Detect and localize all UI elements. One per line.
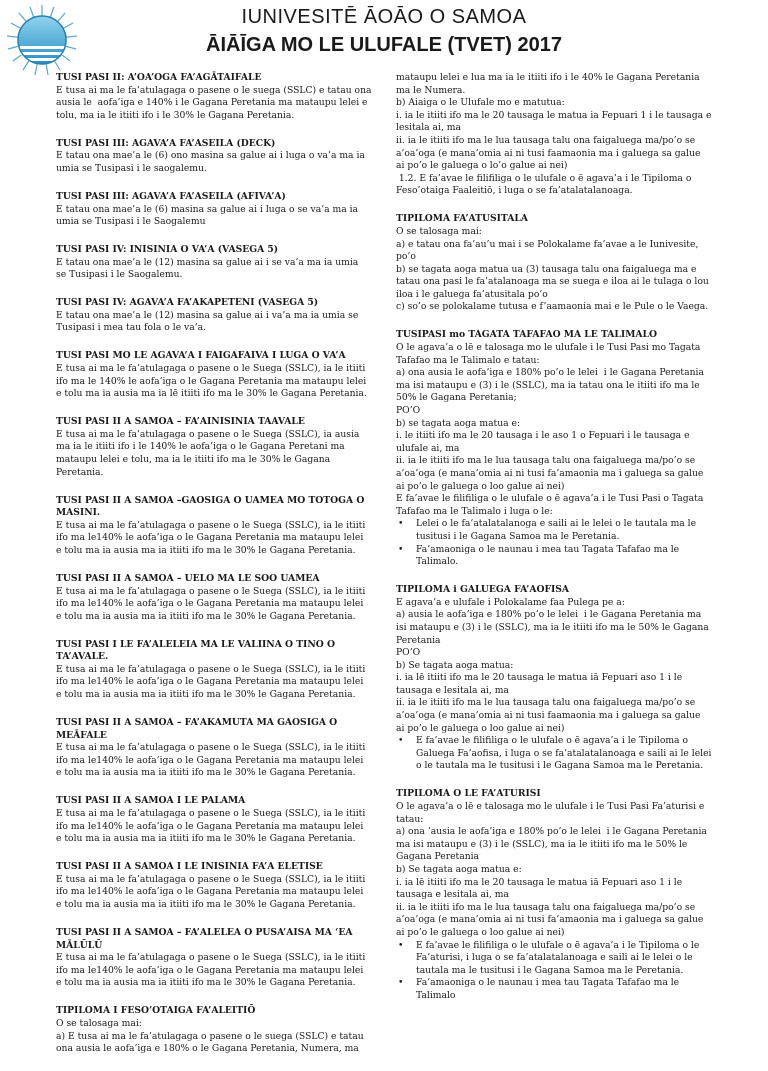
section-text: e tolu ma ia ausia ma ia itiiti ifo ma le 30% le Gagana Peretania.: [56, 689, 356, 701]
section-text: ma le Numera.: [396, 84, 466, 96]
section-text: E tusa ai ma le fa’atulagaga o pasene o le Suega (SSLC), ia le itiiti: [56, 585, 366, 597]
section-text: b) Se tagata aoga matua e:: [396, 864, 522, 875]
requirement-section: [56, 639, 368, 702]
section-text: ifo ma le 140% le aofa’iga o le Gagana Peretania ma mataupu lelei: [56, 375, 367, 387]
section-title: MASINI.: [56, 507, 101, 519]
section-text: ifo ma le140% le aofa’iga o le Gagana Peretania ma mataupu lelei: [56, 676, 364, 688]
bullet-item: • E fa’avae le filifiliga o le ulufale o ē agava’a i le Tipiloma o le: [396, 940, 716, 953]
section-text: E tatau ona mae’a le (12) masina sa galue ai i se va’a ma ia umia: [56, 256, 359, 268]
bullet-item: tautala ma le tusitusi i le Gagana Samoa ma le Peretania.: [416, 964, 684, 976]
section-text: ii. ia le itiiti ifo ma le lua tausaga talu ona faigaluega ma/po’o se: [396, 134, 696, 146]
section-text: a) e tatau ona fa’au’u mai i se Polokalame fa’avae a le Iunivesite,: [396, 238, 699, 250]
requirement-section: [56, 495, 368, 558]
requirement-section: [396, 72, 716, 198]
requirement-section: [56, 861, 368, 911]
requirement-section: [56, 795, 368, 845]
section-text: i. le itiiti ifo ma le 20 tausaga i le aso 1 o Fepuari i le tausaga e: [396, 430, 690, 442]
section-text: ifo ma le140% le aofa’iga o le Gagana Peretania ma mataupu lelei: [56, 964, 364, 976]
bullet-item: o le tautala ma le tusitusi i le Gagana Samoa ma le Peretania.: [416, 760, 704, 772]
section-text: E tusa ai ma le fa’atulagaga o pasene o le Suega (SSLC), ia le itiiti: [56, 952, 366, 964]
section-text: se Tusipasi i le Saogalemu.: [56, 269, 183, 281]
section-title: TUSI PASI II A SAMOA –GAOSIGA O UAMEA MO TOTOGA O: [56, 494, 365, 506]
section-text: 1.2. E fa’avae le filifiliga o le ulufale o ē agava’a i le Tipiloma o: [396, 172, 692, 184]
section-text: E tusa ai ma le fa’atulagaga o pasene o le Suega (SSLC), ia le itiiti: [56, 519, 366, 531]
bullet-item: • Lelei o le fa’atalatalanoga e saili ai le lelei o le tautala ma le: [396, 518, 716, 531]
section-text: e tolu ma ia ausia ma ia lē itiiti ifo ma le 30% le Gagana Peretania.: [56, 388, 367, 400]
section-title: MĀLŪLŪ: [56, 939, 103, 951]
section-text: Peretania: [396, 634, 441, 646]
section-title: TUSI PASI II A SAMOA – FA’ALELEA O PUSA’AISA MA ‘EA: [56, 926, 353, 938]
section-text: umia se Tusipasi i le Saogalemu: [56, 216, 206, 228]
requirement-section: [396, 584, 716, 773]
section-text: ii. ia le itiiti ifo ma le lua tausaga talu ona faigaluega ma/po’o se: [396, 697, 696, 709]
section-text: c) so’o se polokalame tutusa e f’aamaonia mai e le Pule o le Vaega.: [396, 301, 709, 313]
section-title: TA’AVALE.: [56, 651, 109, 663]
section-text: ifo ma le140% le aofa’iga o le Gagana Peretania ma mataupu lelei: [56, 532, 364, 544]
section-text: ulufale ai, ma: [396, 442, 460, 454]
section-text: ai po’o le galuega o loo galue ai nei): [396, 722, 565, 734]
section-text: O se talosaga mai:: [56, 1017, 142, 1029]
section-text: E agava’a e ulufale i Polokalame faa Pulega pe a:: [396, 596, 625, 608]
section-title: TUSI PASI II A SAMOA I LE INISINIA FA’A ELETISE: [56, 861, 323, 873]
requirement-section: [56, 573, 368, 623]
section-text: iloa i le galuega fa’atusitala po’o: [396, 288, 548, 300]
section-title: TIPILOMA FA’ATUSITALA: [396, 213, 528, 225]
section-text: E tatau ona mae’a le (12) masina sa galue ai i va’a ma ia umia se: [56, 309, 359, 321]
section-title: MEĀFALE: [56, 729, 107, 741]
section-text: PO’O: [396, 405, 421, 417]
section-title: TUSI PASI II A SAMOA – FA’AKAMUTA MA GAOSIGA O: [56, 717, 338, 729]
bullet-item: Talimalo: [416, 989, 456, 1001]
section-text: E tusa ai ma le fa’atulagaga o pasene o le suega (SSLC) e tatau ona: [56, 84, 372, 96]
section-text: lesitala ai, ma: [396, 122, 461, 134]
section-text: E tusa ai ma le fa’atulagaga o pasene o le Suega (SSLC), ia le itiiti: [56, 808, 366, 820]
section-text: i. ia lē itiiti ifo ma le 20 tausaga le matua iā Fepuari aso 1 i le: [396, 876, 683, 888]
requirement-section: [56, 297, 368, 335]
document-title: ĀIĀĪGA MO LE ULUFALE (TVET) 2017: [206, 34, 562, 56]
bullet-item: Galuega Fa’aofisa, i luga o se fa’atalatalanoaga e saili ai le lelei: [416, 747, 712, 759]
section-title: TUSI PASI I LE FA’ALELEIA MA LE VALIINA O TINO O: [56, 638, 335, 650]
section-text: tausaga e lesitala ai, ma: [396, 889, 509, 901]
section-text: ifo ma le140% le aofa’iga o le Gagana Peretania ma mataupu lelei: [56, 886, 364, 898]
requirement-section: [56, 72, 372, 122]
section-text: Peretania.: [56, 466, 104, 478]
requirement-section: [396, 213, 716, 314]
section-text: b) Aiaiga o le Ulufale mo e matutua:: [396, 97, 565, 109]
section-title: TIPILOMA i GALUEGA FA’AOFISA: [396, 584, 570, 596]
section-text: i. ia lē itiiti ifo ma le 20 tausaga le matua iā Fepuari aso 1 i le: [396, 672, 683, 684]
section-text: O se talosaga mai:: [396, 225, 482, 237]
right-column: [396, 72, 716, 1018]
university-name: IUNIVESITĒ ĀOĀO O SAMOA: [241, 6, 527, 28]
section-title: TUSI PASI II A SAMOA – UELO MA LE SOO UAMEA: [56, 572, 320, 584]
bullet-item: • Fa’amaoniga o le naunau i mea tau Tagata Tafafao ma le: [396, 977, 716, 990]
section-title: TUSI PASI III: AGAVA’A FA’ASEILA (DECK): [56, 137, 276, 149]
section-text: ai po’o le galuega o lo’o galue ai nei): [396, 160, 568, 172]
section-text: E tusa ai ma le fa’atulagaga o pasene o le Suega (SSLC), ia le itiiti: [56, 663, 366, 675]
section-text: ma isi mataupu e (3) i le (SSLC), ma ia tatau ona le itiiti ifo ma le: [396, 379, 700, 391]
section-text: ona ausia le aofa’iga e 180% o le Gagana Peretania, Numera, ma: [56, 1043, 359, 1055]
section-text: po’o: [396, 251, 416, 263]
section-text: b) se tagata aoga matua ua (3) tausaga talu ona faigaluega ma e: [396, 263, 697, 275]
section-text: O le agava’a o lē e talosaga mo le ulufale i le Tusi Pasi mo Tagata: [396, 342, 701, 354]
section-text: Tafafao ma le Talimalo e tatau:: [396, 354, 540, 366]
section-text: umia se Tusipasi i le saogalemu.: [56, 162, 207, 174]
section-text: Tusipasi i mea tau fola o le va’a.: [56, 322, 207, 334]
section-text: mataupu lelei e tolu, ma ia le itiiti ifo ma le 30% le Gagana: [56, 454, 331, 465]
section-title: TIPILOMA I FESO’OTAIGA FA’ALEITIŌ: [56, 1005, 256, 1017]
section-text: E fa’avae le filifiliga o le ulufale o ē agava’a i le Tusi Pasi o Tagata: [396, 493, 704, 505]
bullet-item: tusitusi i le Gagana Samoa ma le Peretania.: [416, 530, 620, 542]
requirement-section: [56, 717, 368, 780]
section-text: a) ona ausia le aofa’iga e 180% po’o le lelei i le Gagana Peretania: [396, 367, 704, 379]
section-text: E tusa ai ma le fa’atulagaga o pasene o le Suega (SSLC), ia le itiiti: [56, 363, 366, 375]
section-text: tatau:: [396, 813, 424, 825]
section-text: E tusa ai ma le fa’atulagaga o pasene o le Suega (SSLC), ia le itiiti: [56, 742, 366, 754]
requirement-section: [56, 1005, 368, 1055]
section-text: b) Se tagata aoga matua:: [396, 659, 514, 671]
section-text: a) ausia le aofa’iga e 180% po’o le lelei i le Gagana Peretania ma: [396, 609, 702, 621]
section-text: ma ia le itiiti ifo i le 140% le aofa’iga o le Gagana Peretani ma: [56, 441, 345, 453]
section-text: ausia le aofa’iga e 140% i le Gagana Peretania ma mataupu lelei e: [56, 97, 368, 109]
section-text: E tatau ona mae’a le (6) ono masina sa galue ai i luga o va’a ma ia: [56, 150, 365, 162]
section-text: Gagana Peretania: [396, 851, 480, 863]
section-title: TUSIPASI mo TAGATA TAFAFAO MA LE TALIMALO: [396, 329, 657, 341]
section-text: mataupu lelei e lua ma ia le itiiti ifo i le 40% le Gagana Peretania: [396, 72, 700, 83]
section-text: ai po’o le galuega o loo galue ai nei): [396, 480, 565, 492]
section-text: e tolu ma ia ausia ma ia itiiti ifo ma le 30% le Gagana Peretania.: [56, 977, 356, 989]
section-text: b) se tagata aoga matua e:: [396, 417, 521, 429]
requirement-section: [56, 191, 368, 229]
requirement-section: [56, 244, 368, 282]
requirement-section: [396, 788, 716, 1002]
requirement-section: [56, 350, 368, 400]
section-title: TUSI PASI II A SAMOA I LE PALAMA: [56, 795, 246, 807]
section-title: TIPILOMA O LE FA’ATURISI: [396, 788, 541, 800]
bullet-item: • E fa’avae le filifiliga o le ulufale o ē agava’a i le Tipiloma o: [396, 735, 716, 748]
section-text: e tolu ma ia ausia ma ia itiiti ifo ma le 30% le Gagana Peretania.: [56, 767, 356, 779]
section-text: E tusa ai ma le fa’atulagaga o pasene o le Suega (SSLC), ia le itiiti: [56, 873, 366, 885]
bullet-item: • Fa’amaoniga o le naunau i mea tau Tagata Tafafao ma le: [396, 544, 716, 557]
section-text: ii. ia le itiiti ifo ma le lua tausaga talu ona faigaluega ma/po’o se: [396, 901, 696, 913]
section-text: e tolu ma ia ausia ma ia itiiti ifo ma le 30% le Gagana Peretania.: [56, 898, 356, 910]
section-text: isi mataupu e (3) i le (SSLC), ma ia le itiiti ifo ma le 50% le Gagana: [396, 621, 709, 633]
section-text: ma isi mataupu e (3) i le (SSLC), ma ia le itiiti ifo ma le 50% le: [396, 838, 688, 850]
section-text: O le agava’a o lē e talosaga mo le ulufale i le Tusi Pasi Fa’aturisi e: [396, 801, 705, 813]
section-text: Feso’otaiga Faaleitiō, i luga o se fa’atalatalanoaga.: [396, 185, 633, 197]
requirement-section: [56, 138, 368, 176]
section-text: ifo ma le140% le aofa’iga o le Gagana Peretania ma mataupu lelei: [56, 820, 364, 832]
section-text: tolu, ma ia le itiiti ifo i le 30% le Gagana Peretania.: [56, 109, 295, 121]
section-text: a) ona ’ausia le aofa’iga e 180% po’o le lelei i le Gagana Peretania: [396, 826, 707, 838]
section-text: ifo ma le140% le aofa’iga o le Gagana Peretania ma mataupu lelei: [56, 754, 364, 766]
section-text: E tusa ai ma le fa’atulagaga o pasene o le Suega (SSLC), ia ausia: [56, 428, 360, 440]
section-text: a) E tusa ai ma le fa’atulagaga o pasene o le suega (SSLC) e tatau: [56, 1030, 364, 1042]
section-text: 50% le Gagana Peretania;: [396, 392, 517, 404]
section-text: tatau ona pasi le fa’atalanoaga ma se suega e iloa ai le tulaga o lou: [396, 276, 709, 288]
section-text: i. ia le itiiti ifo ma le 20 tausaga le matua ia Fepuari 1 i le tausaga e: [396, 109, 712, 121]
section-title: TUSI PASI MO LE AGAVA’A I FAIGAFAIVA I LUGA O VA’A: [56, 350, 346, 362]
section-text: ifo ma le140% le aofa’iga o le Gagana Peretania ma mataupu lelei: [56, 598, 364, 610]
section-title: TUSI PASI IV: AGAVA’A FA’AKAPETENI (VASEGA 5): [56, 297, 319, 309]
section-title: TUSI PASI II A SAMOA – FA’AINISINIA TAAVALE: [56, 416, 305, 428]
left-column: [56, 72, 372, 1071]
section-text: Tafafao ma le Talimalo i luga o le:: [396, 505, 553, 517]
section-text: ai po’o le galuega o loo galue ai nei): [396, 926, 565, 938]
section-text: a’oa’oga (e mana’omia ai ni tusi faamaonia ma i galuega sa galue: [396, 710, 701, 722]
section-title: TUSI PASI IV: INISINIA O VA’A (VASEGA 5): [56, 244, 279, 256]
section-text: a’oa’oga (e mana’omia ai ni tusi faamaonia ma i galuega sa galue: [396, 147, 701, 159]
section-text: PO’O: [396, 647, 421, 659]
bullet-item: Fa’aturisi, i luga o se fa’atalatalanoaga e saili ai le lelei o le: [416, 952, 693, 964]
section-text: e tolu ma ia ausia ma ia itiiti ifo ma le 30% le Gagana Peretania.: [56, 610, 356, 622]
section-text: E tatau ona mae’a le (6) masina sa galue ai i luga o se va’a ma ia: [56, 203, 359, 215]
section-text: tausaga e lesitala ai, ma: [396, 684, 509, 696]
section-text: a’oa’oga (e mana’omia ai ni tusi fa’amaonia ma i galuega sa galue: [396, 468, 704, 479]
section-text: ii. ia le itiiti ifo ma le lua tausaga talu ona faigaluega ma/po’o se: [396, 455, 696, 467]
section-title: TUSI PASI II: A’OA’OGA FA’AGĀTAIFALE: [56, 72, 262, 83]
requirement-section: [56, 416, 368, 479]
section-text: e tolu ma ia ausia ma ia itiiti ifo ma le 30% le Gagana Peretania.: [56, 544, 356, 556]
section-title: TUSI PASI III: AGAVA’A FA’ASEILA (AFIVA’A): [56, 190, 286, 202]
requirement-section: [56, 927, 368, 990]
section-text: a’oa’oga (e mana’omia ai ni tusi fa’amaonia ma i galuega sa galue: [396, 914, 704, 926]
requirement-section: [396, 329, 716, 568]
bullet-item: Talimalo.: [416, 556, 459, 568]
section-text: e tolu ma ia ausia ma ia itiiti ifo ma le 30% le Gagana Peretania.: [56, 833, 356, 845]
